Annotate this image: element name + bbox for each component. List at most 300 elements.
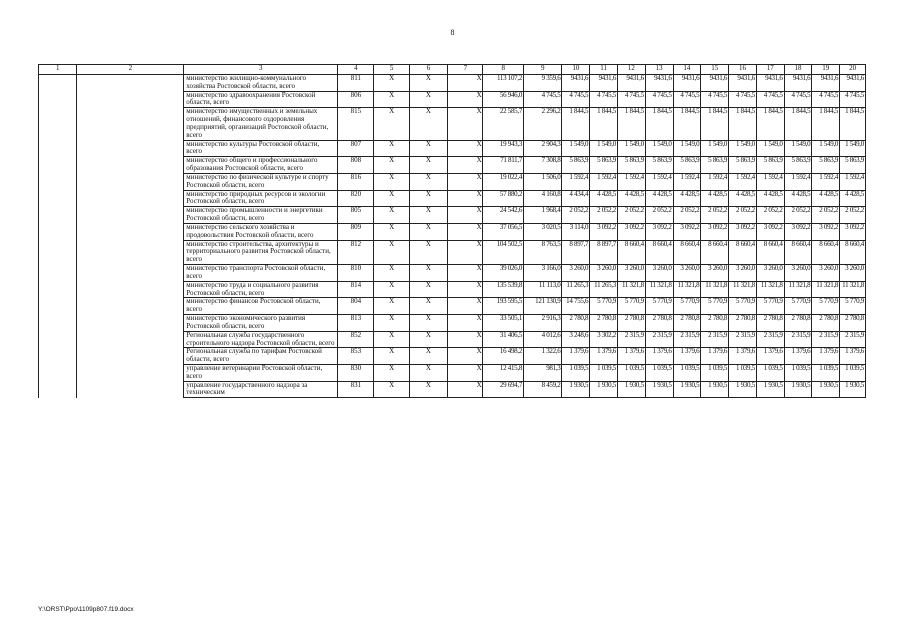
amount-cell: 1 506,0: [524, 173, 562, 190]
amount-cell: 1 549,0: [618, 140, 646, 157]
column-header: 9: [524, 65, 562, 75]
cell-x: X: [448, 281, 483, 298]
amount-cell: 2 315,9: [812, 331, 840, 348]
amount-cell: 2 315,9: [673, 331, 701, 348]
cell-x: X: [374, 190, 409, 207]
amount-cell: 2 052,2: [756, 207, 784, 224]
amount-cell: 2 780,8: [701, 315, 729, 332]
amount-cell: 3 260,0: [729, 265, 757, 282]
ministry-code: 812: [338, 240, 374, 264]
ministry-code: 811: [338, 75, 374, 92]
amount-cell: 2 052,2: [618, 207, 646, 224]
amount-cell: 5 863,9: [812, 157, 840, 174]
amount-cell: 5 770,9: [673, 298, 701, 315]
amount-cell: 981,3: [524, 364, 562, 381]
amount-cell: 11 321,8: [729, 281, 757, 298]
ministry-code: 806: [338, 91, 374, 108]
cell-x: X: [448, 190, 483, 207]
amount-cell: 1 379,6: [645, 348, 673, 365]
amount-cell: 1 930,5: [562, 381, 590, 398]
amount-cell: 4 428,5: [590, 190, 618, 207]
table-row: [39, 140, 866, 157]
cell-x: X: [448, 240, 483, 264]
empty-cell: [39, 190, 77, 207]
amount-cell: 4 428,5: [784, 190, 812, 207]
amount-cell: 4 745,5: [812, 91, 840, 108]
cell-x: X: [409, 331, 447, 348]
amount-cell: 11 321,8: [756, 281, 784, 298]
amount-cell: 1 930,5: [673, 381, 701, 398]
empty-cell: [39, 298, 77, 315]
amount-cell: 11 113,0: [524, 281, 562, 298]
amount-cell: 2 052,2: [562, 207, 590, 224]
amount-cell: 1 930,5: [590, 381, 618, 398]
amount-cell: 2 780,8: [645, 315, 673, 332]
amount-cell: 3 260,0: [756, 265, 784, 282]
cell-x: X: [409, 240, 447, 264]
amount-cell: 1 379,6: [812, 348, 840, 365]
amount-cell: 3 092,2: [590, 223, 618, 240]
empty-cell: [77, 91, 184, 108]
empty-cell: [39, 265, 77, 282]
amount-cell: 8 660,4: [701, 240, 729, 264]
amount-cell: 31 406,5: [483, 331, 524, 348]
amount-cell: 2 315,9: [645, 331, 673, 348]
cell-x: X: [448, 91, 483, 108]
ministry-code: 805: [338, 207, 374, 224]
amount-cell: 9431,6: [840, 75, 866, 92]
cell-x: X: [374, 140, 409, 157]
amount-cell: 2 315,9: [701, 331, 729, 348]
amount-cell: 121 130,9: [524, 298, 562, 315]
amount-cell: 1 592,4: [673, 173, 701, 190]
ministry-code: 808: [338, 157, 374, 174]
amount-cell: 135 539,8: [483, 281, 524, 298]
amount-cell: 11 321,8: [673, 281, 701, 298]
cell-x: X: [409, 265, 447, 282]
amount-cell: 1 322,6: [524, 348, 562, 365]
amount-cell: 2 916,3: [524, 315, 562, 332]
amount-cell: 3 092,2: [729, 223, 757, 240]
amount-cell: 4 745,5: [673, 91, 701, 108]
cell-x: X: [374, 298, 409, 315]
cell-x: X: [448, 157, 483, 174]
cell-x: X: [448, 173, 483, 190]
empty-cell: [77, 173, 184, 190]
amount-cell: 1 039,5: [784, 364, 812, 381]
amount-cell: 8 459,2: [524, 381, 562, 398]
ministry-name: министерство транспорта Ростовской области, всего: [184, 265, 338, 282]
amount-cell: 16 498,2: [483, 348, 524, 365]
cell-x: X: [374, 173, 409, 190]
empty-cell: [39, 108, 77, 140]
page-number: 8: [450, 28, 455, 37]
amount-cell: 3 092,2: [701, 223, 729, 240]
cell-x: X: [374, 207, 409, 224]
amount-cell: 4 745,5: [729, 91, 757, 108]
amount-cell: 71 811,7: [483, 157, 524, 174]
cell-x: X: [448, 331, 483, 348]
empty-cell: [77, 140, 184, 157]
table-row: [39, 381, 866, 398]
column-header: 3: [184, 65, 338, 75]
column-header: 10: [562, 65, 590, 75]
ministry-code: 804: [338, 298, 374, 315]
amount-cell: 9431,6: [562, 75, 590, 92]
amount-cell: 12 415,8: [483, 364, 524, 381]
amount-cell: 5 770,9: [840, 298, 866, 315]
amount-cell: 8 660,4: [673, 240, 701, 264]
empty-cell: [77, 298, 184, 315]
amount-cell: 1 930,5: [840, 381, 866, 398]
ministry-name: министерство труда и социального развития Ростовской области, всего: [184, 281, 338, 298]
ministry-name: управление государственного надзора за техническим: [184, 381, 338, 398]
table-row: [39, 331, 866, 348]
amount-cell: 1 039,5: [673, 364, 701, 381]
amount-cell: 39 026,0: [483, 265, 524, 282]
column-header: 1: [39, 65, 77, 75]
column-header: 12: [618, 65, 646, 75]
amount-cell: 5 863,9: [673, 157, 701, 174]
amount-cell: 37 056,5: [483, 223, 524, 240]
cell-x: X: [374, 331, 409, 348]
amount-cell: 3 260,0: [812, 265, 840, 282]
amount-cell: 5 863,9: [729, 157, 757, 174]
amount-cell: 11 321,8: [812, 281, 840, 298]
amount-cell: 1 039,5: [840, 364, 866, 381]
ministry-code: 814: [338, 281, 374, 298]
empty-cell: [77, 108, 184, 140]
cell-x: X: [374, 108, 409, 140]
amount-cell: 1 549,0: [784, 140, 812, 157]
amount-cell: 1 039,5: [812, 364, 840, 381]
amount-cell: 1 549,0: [701, 140, 729, 157]
amount-cell: 4 428,5: [701, 190, 729, 207]
table-row: [39, 190, 866, 207]
ministry-name: министерство имущественных и земельных отношений, финансового оздоровления предприятий, организаций Ростовской области, всего: [184, 108, 338, 140]
amount-cell: 1 592,4: [812, 173, 840, 190]
amount-cell: 1 379,6: [784, 348, 812, 365]
amount-cell: 5 770,9: [590, 298, 618, 315]
cell-x: X: [374, 265, 409, 282]
cell-x: X: [409, 298, 447, 315]
cell-x: X: [409, 190, 447, 207]
column-header: 18: [784, 65, 812, 75]
empty-cell: [77, 381, 184, 398]
cell-x: X: [374, 91, 409, 108]
amount-cell: 3 092,2: [812, 223, 840, 240]
amount-cell: 2 052,2: [701, 207, 729, 224]
ministry-code: 830: [338, 364, 374, 381]
ministry-name: министерство по физической культуре и спорту Ростовской области, всего: [184, 173, 338, 190]
column-header: 20: [840, 65, 866, 75]
amount-cell: 2 052,2: [729, 207, 757, 224]
amount-cell: 57 880,2: [483, 190, 524, 207]
cell-x: X: [409, 364, 447, 381]
ministry-name: министерство культуры Ростовской области, всего: [184, 140, 338, 157]
amount-cell: 2 052,2: [645, 207, 673, 224]
amount-cell: 1 379,6: [701, 348, 729, 365]
amount-cell: 4 745,5: [618, 91, 646, 108]
cell-x: X: [409, 173, 447, 190]
empty-cell: [39, 348, 77, 365]
amount-cell: 113 107,2: [483, 75, 524, 92]
amount-cell: 8 660,4: [840, 240, 866, 264]
amount-cell: 9431,6: [784, 75, 812, 92]
amount-cell: 5 863,9: [784, 157, 812, 174]
amount-cell: 2 780,8: [590, 315, 618, 332]
amount-cell: 4 745,5: [590, 91, 618, 108]
amount-cell: 1 379,6: [673, 348, 701, 365]
amount-cell: 8 660,4: [729, 240, 757, 264]
amount-cell: 8 660,4: [756, 240, 784, 264]
empty-cell: [39, 281, 77, 298]
amount-cell: 2 780,8: [729, 315, 757, 332]
table-row: [39, 364, 866, 381]
amount-cell: 2 780,8: [618, 315, 646, 332]
cell-x: X: [448, 315, 483, 332]
amount-cell: 1 844,5: [590, 108, 618, 140]
cell-x: X: [448, 223, 483, 240]
amount-cell: 9431,6: [673, 75, 701, 92]
amount-cell: 19 022,4: [483, 173, 524, 190]
amount-cell: 11 321,8: [784, 281, 812, 298]
amount-cell: 1 549,0: [812, 140, 840, 157]
amount-cell: 9431,6: [756, 75, 784, 92]
amount-cell: 5 863,9: [840, 157, 866, 174]
cell-x: X: [448, 364, 483, 381]
amount-cell: 19 943,3: [483, 140, 524, 157]
empty-cell: [39, 157, 77, 174]
amount-cell: 2 052,2: [673, 207, 701, 224]
amount-cell: 5 863,9: [590, 157, 618, 174]
amount-cell: 4 745,5: [756, 91, 784, 108]
cell-x: X: [409, 75, 447, 92]
table-row: [39, 315, 866, 332]
amount-cell: 1 844,5: [701, 108, 729, 140]
amount-cell: 2 296,2: [524, 108, 562, 140]
table-row: [39, 281, 866, 298]
ministry-code: 831: [338, 381, 374, 398]
cell-x: X: [374, 75, 409, 92]
table-row: [39, 265, 866, 282]
cell-x: X: [448, 75, 483, 92]
table-row: [39, 157, 866, 174]
ministry-name: управление ветеринарии Ростовской области, всего: [184, 364, 338, 381]
amount-cell: 24 542,6: [483, 207, 524, 224]
cell-x: X: [409, 91, 447, 108]
column-header: 4: [338, 65, 374, 75]
ministry-code: 853: [338, 348, 374, 365]
ministry-name: министерство общего и профессионального образования Ростовской области, всего: [184, 157, 338, 174]
table-row: [39, 108, 866, 140]
amount-cell: 9431,6: [645, 75, 673, 92]
ministry-code: 810: [338, 265, 374, 282]
amount-cell: 1 844,5: [756, 108, 784, 140]
amount-cell: 2 780,8: [756, 315, 784, 332]
file-path-footer: Y:\ORST\Ppo\1109p807.f19.docx: [38, 606, 134, 613]
amount-cell: 3 020,5: [524, 223, 562, 240]
amount-cell: 5 770,9: [729, 298, 757, 315]
ministry-code: 809: [338, 223, 374, 240]
table-row: [39, 240, 866, 264]
amount-cell: 5 770,9: [618, 298, 646, 315]
amount-cell: 11 321,8: [645, 281, 673, 298]
column-header: 13: [645, 65, 673, 75]
column-header: 16: [729, 65, 757, 75]
column-header: 5: [374, 65, 409, 75]
amount-cell: 9431,6: [729, 75, 757, 92]
amount-cell: 1 549,0: [645, 140, 673, 157]
amount-cell: 3 092,2: [618, 223, 646, 240]
amount-cell: 3 092,2: [673, 223, 701, 240]
amount-cell: 3 302,2: [590, 331, 618, 348]
amount-cell: 2 052,2: [590, 207, 618, 224]
cell-x: X: [374, 281, 409, 298]
amount-cell: 11 321,8: [701, 281, 729, 298]
table-row: [39, 91, 866, 108]
amount-cell: 5 770,9: [784, 298, 812, 315]
column-header: 11: [590, 65, 618, 75]
amount-cell: 1 844,5: [673, 108, 701, 140]
empty-cell: [39, 240, 77, 264]
amount-cell: 2 780,8: [562, 315, 590, 332]
column-header: 14: [673, 65, 701, 75]
amount-cell: 3 248,6: [562, 331, 590, 348]
amount-cell: 1 592,4: [618, 173, 646, 190]
amount-cell: 11 265,3: [562, 281, 590, 298]
amount-cell: 9431,6: [618, 75, 646, 92]
cell-x: X: [448, 207, 483, 224]
amount-cell: 14 755,6: [562, 298, 590, 315]
ministry-name: министерство природных ресурсов и экологии Ростовской области, всего: [184, 190, 338, 207]
amount-cell: 8 897,7: [590, 240, 618, 264]
column-header: 6: [409, 65, 447, 75]
cell-x: X: [374, 157, 409, 174]
empty-cell: [39, 75, 77, 92]
amount-cell: 4 745,5: [645, 91, 673, 108]
amount-cell: 1 592,4: [701, 173, 729, 190]
cell-x: X: [374, 348, 409, 365]
amount-cell: 1 549,0: [590, 140, 618, 157]
column-header: 8: [483, 65, 524, 75]
table-row: [39, 348, 866, 365]
amount-cell: 5 770,9: [645, 298, 673, 315]
amount-cell: 1 379,6: [618, 348, 646, 365]
cell-x: X: [409, 381, 447, 398]
amount-cell: 1 592,4: [562, 173, 590, 190]
column-header: 7: [448, 65, 483, 75]
amount-cell: 1 039,5: [645, 364, 673, 381]
amount-cell: 5 770,9: [812, 298, 840, 315]
amount-cell: 3 260,0: [618, 265, 646, 282]
amount-cell: 1 844,5: [729, 108, 757, 140]
amount-cell: 1 592,4: [840, 173, 866, 190]
amount-cell: 2 315,9: [784, 331, 812, 348]
amount-cell: 1 379,6: [590, 348, 618, 365]
amount-cell: 1 549,0: [840, 140, 866, 157]
amount-cell: 8 660,4: [784, 240, 812, 264]
amount-cell: 2 780,8: [840, 315, 866, 332]
amount-cell: 2 315,9: [618, 331, 646, 348]
amount-cell: 3 166,0: [524, 265, 562, 282]
budget-table: [38, 64, 866, 398]
amount-cell: 1 039,5: [756, 364, 784, 381]
amount-cell: 1 039,5: [618, 364, 646, 381]
amount-cell: 5 863,9: [701, 157, 729, 174]
amount-cell: 104 502,5: [483, 240, 524, 264]
amount-cell: 4 745,5: [562, 91, 590, 108]
amount-cell: 2 315,9: [840, 331, 866, 348]
amount-cell: 1 379,6: [840, 348, 866, 365]
amount-cell: 3 260,0: [562, 265, 590, 282]
amount-cell: 3 260,0: [673, 265, 701, 282]
amount-cell: 4 428,5: [729, 190, 757, 207]
amount-cell: 1 930,5: [729, 381, 757, 398]
amount-cell: 2 780,8: [673, 315, 701, 332]
empty-cell: [77, 223, 184, 240]
amount-cell: 5 770,9: [701, 298, 729, 315]
amount-cell: 3 260,0: [590, 265, 618, 282]
amount-cell: 9431,6: [701, 75, 729, 92]
table-row: [39, 173, 866, 190]
empty-cell: [77, 348, 184, 365]
amount-cell: 1 379,6: [729, 348, 757, 365]
empty-cell: [77, 265, 184, 282]
amount-cell: 22 585,7: [483, 108, 524, 140]
amount-cell: 1 039,5: [562, 364, 590, 381]
ministry-code: 815: [338, 108, 374, 140]
ministry-code: 816: [338, 173, 374, 190]
amount-cell: 1 549,0: [756, 140, 784, 157]
amount-cell: 5 770,9: [756, 298, 784, 315]
ministry-code: 852: [338, 331, 374, 348]
amount-cell: 3 260,0: [645, 265, 673, 282]
amount-cell: 8 660,4: [645, 240, 673, 264]
amount-cell: 1 930,5: [756, 381, 784, 398]
amount-cell: 9431,6: [812, 75, 840, 92]
amount-cell: 1 549,0: [673, 140, 701, 157]
amount-cell: 4 428,5: [756, 190, 784, 207]
amount-cell: 4 428,5: [673, 190, 701, 207]
amount-cell: 1 930,5: [645, 381, 673, 398]
empty-cell: [77, 190, 184, 207]
amount-cell: 3 260,0: [784, 265, 812, 282]
cell-x: X: [448, 298, 483, 315]
ministry-name: министерство экономического развития Ростовской области, всего: [184, 315, 338, 332]
amount-cell: 1 844,5: [562, 108, 590, 140]
amount-cell: 5 863,9: [618, 157, 646, 174]
amount-cell: 2 052,2: [784, 207, 812, 224]
amount-cell: 1 039,5: [701, 364, 729, 381]
cell-x: X: [409, 315, 447, 332]
amount-cell: 3 092,2: [840, 223, 866, 240]
empty-cell: [77, 364, 184, 381]
cell-x: X: [409, 348, 447, 365]
amount-cell: 1 592,4: [756, 173, 784, 190]
ministry-code: 813: [338, 315, 374, 332]
amount-cell: 11 321,8: [840, 281, 866, 298]
amount-cell: 1 930,5: [618, 381, 646, 398]
amount-cell: 2 315,9: [729, 331, 757, 348]
ministry-name: министерство финансов Ростовской области, всего: [184, 298, 338, 315]
empty-cell: [39, 223, 77, 240]
amount-cell: 4 745,5: [524, 91, 562, 108]
amount-cell: 1 844,5: [618, 108, 646, 140]
amount-cell: 1 930,5: [784, 381, 812, 398]
column-header: 2: [77, 65, 184, 75]
amount-cell: 2 780,8: [812, 315, 840, 332]
